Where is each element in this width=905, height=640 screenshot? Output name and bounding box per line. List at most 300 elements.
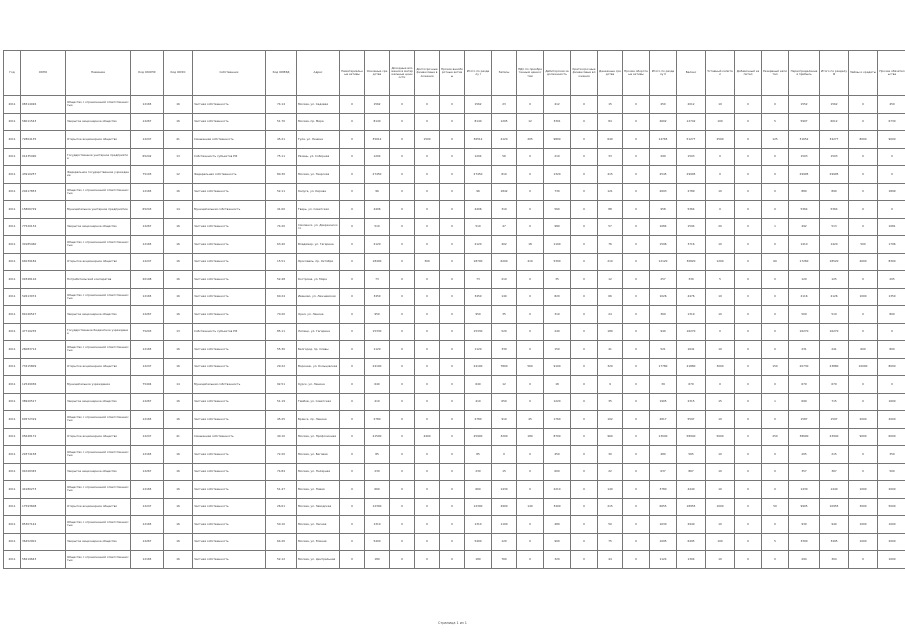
table-cell: 4406 <box>465 201 492 219</box>
table-cell: 1095 <box>650 533 677 551</box>
table-cell: 0 <box>517 516 544 534</box>
table-cell: 0 <box>623 288 650 306</box>
table-cell: 12 <box>164 166 193 184</box>
table-cell: Муниципальное унитарное предприятие <box>66 201 131 219</box>
table-cell: 3495 <box>820 533 849 551</box>
table-cell: 210 <box>544 148 571 166</box>
table-cell: Рязань, ул. Соборная <box>297 148 340 166</box>
table-cell: 5400 <box>465 533 492 551</box>
table-cell: 0 <box>390 428 415 446</box>
table-cell: 2011 <box>4 428 21 446</box>
table-cell: 13040 <box>650 428 677 446</box>
table-cell: Общество с ограниченной ответственностью <box>66 516 131 534</box>
table-cell: 1310 <box>365 516 390 534</box>
table-cell: 0 <box>340 306 365 324</box>
table-cell: 0 <box>390 201 415 219</box>
table-cell: 08314026 <box>21 96 66 114</box>
table-cell: 0 <box>440 201 465 219</box>
table-cell: 0 <box>440 498 465 516</box>
table-cell: 8700 <box>544 428 571 446</box>
table-cell: 560 <box>544 201 571 219</box>
table-cell: 0 <box>623 323 650 341</box>
table-cell: 0 <box>849 306 878 324</box>
table-cell: Закрытое акционерное общество <box>66 533 131 551</box>
table-cell: 0 <box>390 393 415 411</box>
table-cell: 2780 <box>465 411 492 429</box>
table-cell: 60572319 <box>21 411 66 429</box>
table-cell: 52.12 <box>266 551 297 569</box>
table-cell: 20108 <box>131 271 164 289</box>
table-cell: 5 <box>706 271 735 289</box>
table-cell: 35 <box>544 271 571 289</box>
table-cell: 350 <box>878 446 905 464</box>
table-cell: Ярославль, пр. Октября <box>297 253 340 271</box>
table-cell: 0 <box>623 516 650 534</box>
table-cell: 1000 <box>849 288 878 306</box>
table-cell: 0 <box>762 376 789 394</box>
column-header: Добавочный капитал <box>735 51 762 96</box>
table-cell: 0 <box>492 446 517 464</box>
table-cell: 72804135 <box>21 131 66 149</box>
table-cell: 0 <box>340 148 365 166</box>
table-cell: 15 <box>598 96 623 114</box>
table-cell: 12247 <box>131 358 164 376</box>
table-cell: 180 <box>365 551 390 569</box>
table-cell: 0 <box>415 481 440 499</box>
table-cell: 16 <box>164 96 193 114</box>
table-cell: 3716 <box>677 236 706 254</box>
table-cell: 0 <box>735 236 762 254</box>
table-cell: Открытое акционерное общество <box>66 428 131 446</box>
table-cell: 60.24 <box>266 288 297 306</box>
table-cell: 0 <box>735 376 762 394</box>
table-cell: 0 <box>762 306 789 324</box>
table-cell: 10 <box>706 411 735 429</box>
table-cell: 0 <box>849 166 878 184</box>
table-cell: 0 <box>735 551 762 569</box>
table-cell: 3450 <box>465 288 492 306</box>
table-cell: 4476 <box>677 288 706 306</box>
table-cell: 36512 <box>465 131 492 149</box>
table-cell: 0 <box>571 411 598 429</box>
table-cell: 0 <box>571 446 598 464</box>
table-cell: 5400 <box>365 533 390 551</box>
table-cell: Белгород, пр. Славы <box>297 341 340 359</box>
table-cell: 10 <box>706 551 735 569</box>
table-cell: 0 <box>623 306 650 324</box>
table-cell: 58940 <box>677 428 706 446</box>
table-cell: 18 <box>517 236 544 254</box>
table-cell: 0 <box>849 393 878 411</box>
table-cell: 0 <box>762 148 789 166</box>
table-cell: 0 <box>415 393 440 411</box>
table-cell: 0 <box>571 236 598 254</box>
table-cell: 410 <box>517 253 544 271</box>
table-cell: 1304 <box>677 551 706 569</box>
table-cell: 1596 <box>650 236 677 254</box>
table-cell: Государственное бюджетное учреждение <box>66 323 131 341</box>
table-cell: 2011 <box>4 516 21 534</box>
table-cell: 0 <box>706 201 735 219</box>
table-cell: 12247 <box>131 131 164 149</box>
table-cell: 0 <box>340 113 365 131</box>
table-cell: 0 <box>440 341 465 359</box>
table-cell: 1081 <box>878 218 905 236</box>
table-cell: 2011 <box>4 533 21 551</box>
table-cell: 18955 <box>677 498 706 516</box>
table-cell: 4000 <box>849 253 878 271</box>
table-cell: 1000 <box>849 516 878 534</box>
table-cell: 230 <box>465 463 492 481</box>
table-cell: 0 <box>440 218 465 236</box>
table-cell: Частная собственность <box>193 481 266 499</box>
table-cell: 16 <box>164 218 193 236</box>
table-cell: 1842 <box>492 183 517 201</box>
table-cell: 3450 <box>365 288 390 306</box>
table-cell: 10 <box>706 183 735 201</box>
table-cell: 0 <box>762 341 789 359</box>
table-cell: 50 <box>598 516 623 534</box>
table-cell: Общество с ограниченной ответственностью <box>66 481 131 499</box>
table-cell: 0 <box>517 148 544 166</box>
table-cell: 0 <box>390 253 415 271</box>
table-cell: 5300 <box>544 253 571 271</box>
table-row <box>4 218 905 236</box>
table-cell: 01235490 <box>21 148 66 166</box>
table-cell: 10 <box>706 288 735 306</box>
table-cell: 4406 <box>365 201 390 219</box>
table-cell: 41 <box>164 131 193 149</box>
table-cell: 63.40 <box>266 236 297 254</box>
table-cell: 0 <box>440 481 465 499</box>
table-cell: 0 <box>849 551 878 569</box>
table-cell: Закрытое акционерное общество <box>66 463 131 481</box>
table-cell: 410 <box>365 393 390 411</box>
table-cell: 9905 <box>789 498 820 516</box>
table-cell: 0 <box>340 201 365 219</box>
table-cell: 47 <box>492 218 517 236</box>
table-cell: 24100 <box>465 358 492 376</box>
table-cell: 760 <box>492 551 517 569</box>
table-cell: 950 <box>365 306 390 324</box>
table-cell: 4120 <box>492 131 517 149</box>
table-cell: 0 <box>571 218 598 236</box>
table-cell: 412 <box>544 96 571 114</box>
table-cell: Тамбов, ул. Советская <box>297 393 340 411</box>
table-cell: 16 <box>164 271 193 289</box>
table-cell: 0 <box>440 236 465 254</box>
table-cell: Общество с ограниченной ответственностью <box>66 446 131 464</box>
table-cell: 180 <box>517 428 544 446</box>
table-cell: 102 <box>598 411 623 429</box>
table-cell: Частная собственность <box>193 533 266 551</box>
table-cell: 510 <box>365 218 390 236</box>
table-cell: 0 <box>571 533 598 551</box>
table-cell: 800 <box>878 306 905 324</box>
table-cell: 35 <box>598 393 623 411</box>
table-cell: 12165 <box>131 516 164 534</box>
table-cell: 0 <box>340 358 365 376</box>
table-cell: 650 <box>492 393 517 411</box>
table-cell: 41880 <box>677 358 706 376</box>
table-cell: 2789 <box>677 183 706 201</box>
table-cell: 57 <box>598 218 623 236</box>
table-cell: 2011 <box>4 411 21 429</box>
table-cell: 1000 <box>706 498 735 516</box>
table-cell: 0 <box>849 218 878 236</box>
table-cell: 1310 <box>465 516 492 534</box>
table-cell: 38920517 <box>21 393 66 411</box>
table-cell: Частная собственность <box>193 113 266 131</box>
table-cell: Закрытое акционерное общество <box>66 218 131 236</box>
table-cell: 2116 <box>789 288 820 306</box>
table-cell: 0 <box>415 218 440 236</box>
table-cell: 74.20 <box>266 218 297 236</box>
table-cell: Открытое акционерное общество <box>66 498 131 516</box>
table-cell: 1594 <box>677 218 706 236</box>
table-cell: 2011 <box>4 481 21 499</box>
table-cell: 3780 <box>650 481 677 499</box>
table-cell: 50 <box>762 498 789 516</box>
table-cell: 0 <box>415 271 440 289</box>
table-cell: 0 <box>390 411 415 429</box>
table-cell: 0 <box>735 113 762 131</box>
table-row <box>4 341 905 359</box>
table-cell: 0 <box>849 376 878 394</box>
table-cell: 0 <box>623 148 650 166</box>
table-cell: 1641 <box>677 341 706 359</box>
table-cell: 2500 <box>706 131 735 149</box>
table-cell: 0 <box>735 271 762 289</box>
table-cell: Кострома, ул. Мира <box>297 271 340 289</box>
table-cell: 715 <box>820 393 849 411</box>
table-cell: 84 <box>598 113 623 131</box>
table-body <box>4 96 905 569</box>
table-cell: 2011 <box>4 271 21 289</box>
column-header: Займы и кредиты <box>849 51 878 96</box>
table-cell: 800 <box>878 341 905 359</box>
table-cell: 23 <box>492 96 517 114</box>
table-cell: 0 <box>735 253 762 271</box>
table-cell: 0 <box>440 131 465 149</box>
table-row <box>4 236 905 254</box>
table-row <box>4 481 905 499</box>
table-cell: 0 <box>623 393 650 411</box>
table-row <box>4 323 905 341</box>
table-cell: 16 <box>164 446 193 464</box>
table-cell: 12165 <box>131 96 164 114</box>
table-cell: 500 <box>849 236 878 254</box>
table-cell: Общество с ограниченной ответственностью <box>66 183 131 201</box>
table-cell: 250 <box>762 428 789 446</box>
table-cell: 88 <box>598 201 623 219</box>
table-cell: 0 <box>390 463 415 481</box>
table-cell: 85 <box>365 446 390 464</box>
table-cell: 0 <box>571 96 598 114</box>
table-cell: 600 <box>544 463 571 481</box>
table-cell: 0 <box>762 271 789 289</box>
table-cell: 1796 <box>878 236 905 254</box>
table-cell: 6655 <box>650 498 677 516</box>
table-cell: 2011 <box>4 236 21 254</box>
table-cell: 867 <box>677 463 706 481</box>
table-cell: 73 <box>365 271 390 289</box>
table-cell: 3390 <box>789 533 820 551</box>
table-cell: 2011 <box>4 253 21 271</box>
table-cell: 1000 <box>878 516 905 534</box>
column-header: Адрес <box>297 51 340 96</box>
table-cell: Муниципальное учреждение <box>66 376 131 394</box>
table-cell: 0 <box>415 236 440 254</box>
table-cell: 0 <box>735 323 762 341</box>
table-cell: 0 <box>762 96 789 114</box>
table-cell: 0 <box>571 516 598 534</box>
table-cell: 0 <box>517 341 544 359</box>
table-cell: 0 <box>440 253 465 271</box>
table-cell: 13 <box>164 323 193 341</box>
table-cell: 120 <box>789 271 820 289</box>
table-cell: 2011 <box>4 131 21 149</box>
table-cell: 0 <box>440 393 465 411</box>
table-cell: 1120 <box>365 341 390 359</box>
table-cell: 0 <box>390 446 415 464</box>
table-cell: 14 <box>164 376 193 394</box>
table-cell: 8000 <box>878 358 905 376</box>
table-cell: 51.47 <box>266 481 297 499</box>
table-cell: 0 <box>517 288 544 306</box>
table-cell: 16 <box>164 113 193 131</box>
table-cell: 0 <box>415 341 440 359</box>
table-cell: 2210 <box>544 481 571 499</box>
table-cell: 0 <box>878 166 905 184</box>
table-cell: 0 <box>517 306 544 324</box>
table-cell: 70.20 <box>266 306 297 324</box>
table-cell: 930 <box>789 516 820 534</box>
table-cell: 9000 <box>878 131 905 149</box>
table-cell: Частная собственность <box>193 236 266 254</box>
table-cell: 231 <box>789 341 820 359</box>
column-header: Код ОКФС <box>164 51 193 96</box>
column-header: Прочие обязательства <box>878 51 905 96</box>
table-cell: 12165 <box>131 183 164 201</box>
table-cell: 0 <box>415 446 440 464</box>
table-cell: 12267 <box>131 113 164 131</box>
table-cell: 0 <box>849 96 878 114</box>
table-cell: 45900 <box>465 428 492 446</box>
table-cell: 0 <box>623 113 650 131</box>
table-cell: 299 <box>650 148 677 166</box>
table-cell: 294 <box>789 551 820 569</box>
table-cell: Липецк, ул. Гагарина <box>297 323 340 341</box>
table-cell: 12 <box>598 271 623 289</box>
table-cell: 17593608 <box>21 498 66 516</box>
table-cell: Частная собственность <box>193 446 266 464</box>
table-cell: 0 <box>340 323 365 341</box>
table-cell: 0 <box>340 341 365 359</box>
table-cell: 65242 <box>131 148 164 166</box>
table-cell: 180 <box>465 551 492 569</box>
table-cell: 16 <box>164 411 193 429</box>
table-cell: Москва, ул. Новая <box>297 481 340 499</box>
table-cell: 0 <box>571 428 598 446</box>
table-row <box>4 428 905 446</box>
table-cell: 10 <box>706 236 735 254</box>
table-cell: 8000 <box>849 131 878 149</box>
table-cell: Тула, ул. Ленина <box>297 131 340 149</box>
table-cell: 66 <box>598 288 623 306</box>
table-cell: 16 <box>164 393 193 411</box>
table-cell: 1430 <box>492 481 517 499</box>
table-cell: 0 <box>735 288 762 306</box>
table-row <box>4 516 905 534</box>
table-cell: 890 <box>820 183 849 201</box>
table-cell: 730 <box>544 183 571 201</box>
table-cell: 0 <box>517 376 544 394</box>
table-cell: Москва, ул. Южная <box>297 533 340 551</box>
table-cell: 2817 <box>650 411 677 429</box>
table-cell: 2011 <box>4 96 21 114</box>
table-cell: 0 <box>571 253 598 271</box>
table-cell: Владимир, ул. Гагарина <box>297 236 340 254</box>
table-cell: Частная собственность <box>193 96 266 114</box>
table-cell: 20417853 <box>21 183 66 201</box>
table-cell: 215 <box>820 446 849 464</box>
table-cell: 16 <box>164 288 193 306</box>
column-header: Прочие внеоборотные активы <box>440 51 465 96</box>
table-cell: 0 <box>706 166 735 184</box>
table-cell: 6012 <box>820 113 849 131</box>
table-cell: 0 <box>390 498 415 516</box>
table-cell: 26083714 <box>21 341 66 359</box>
table-cell: 0 <box>340 446 365 464</box>
table-cell: 0 <box>762 288 789 306</box>
table-cell: 1500 <box>415 131 440 149</box>
table-cell: 5597 <box>677 411 706 429</box>
table-cell: 2120 <box>365 236 390 254</box>
table-cell: 12165 <box>131 236 164 254</box>
table-cell: 0 <box>517 183 544 201</box>
table-cell: 660 <box>465 481 492 499</box>
table-cell: 41.00 <box>266 201 297 219</box>
table-cell: 0 <box>440 446 465 464</box>
table-cell: 0 <box>623 271 650 289</box>
table-cell: 1000 <box>878 551 905 569</box>
table-cell: 12165 <box>131 411 164 429</box>
table-cell: 510 <box>465 218 492 236</box>
table-cell: 1562 <box>365 96 390 114</box>
table-cell: 0 <box>735 446 762 464</box>
table-cell: 0 <box>762 446 789 464</box>
table-cell: 10 <box>706 516 735 534</box>
table-row <box>4 166 905 184</box>
table-cell: Закрытое акционерное общество <box>66 306 131 324</box>
table-cell: 0 <box>735 358 762 376</box>
table-cell: 900 <box>544 533 571 551</box>
table-cell: 0 <box>623 236 650 254</box>
table-cell: 0 <box>340 428 365 446</box>
table-cell: Частная собственность <box>193 463 266 481</box>
table-cell: 2011 <box>4 148 21 166</box>
table-cell: 519 <box>820 306 849 324</box>
table-cell: 2011 <box>4 323 21 341</box>
column-header: Уставный капитал <box>706 51 735 96</box>
table-cell: 0 <box>571 323 598 341</box>
table-cell: 0 <box>390 183 415 201</box>
table-cell: 55.30 <box>266 341 297 359</box>
table-cell: Москва, пр. Мира <box>297 113 340 131</box>
table-cell: 1905 <box>650 393 677 411</box>
column-header: Резервный капитал <box>762 51 789 96</box>
